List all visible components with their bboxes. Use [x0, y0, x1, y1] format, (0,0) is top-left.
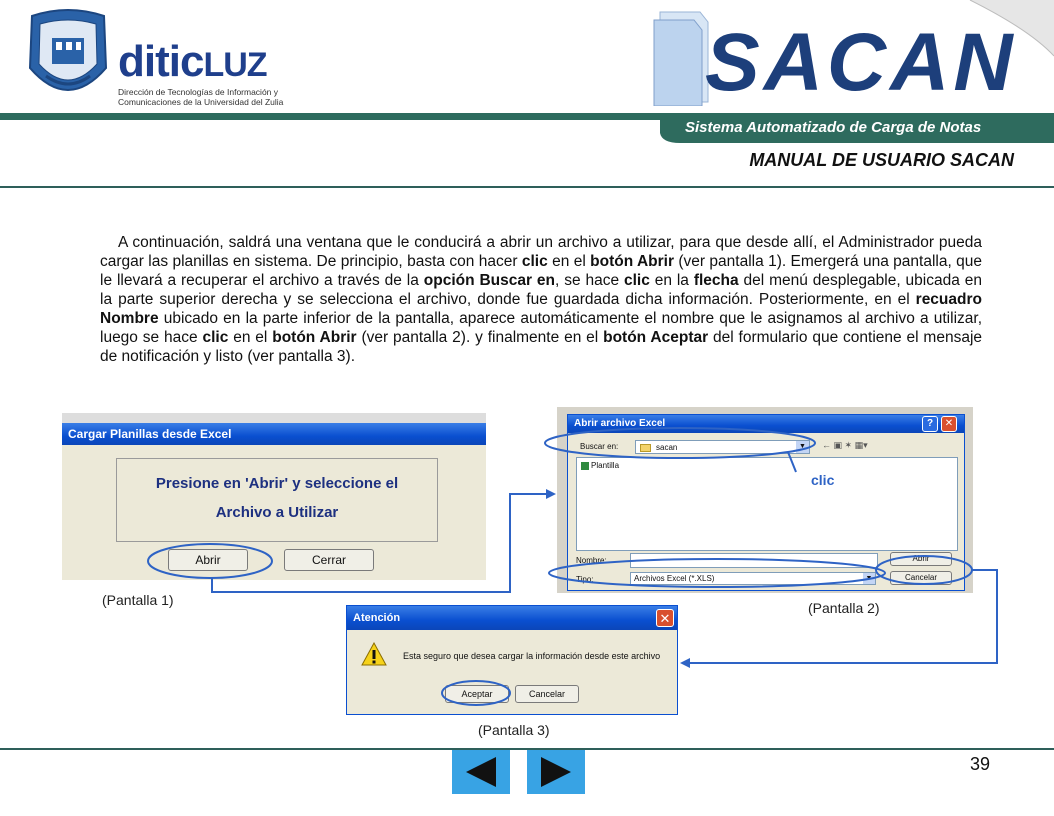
help-icon[interactable]: ? [922, 416, 938, 432]
ditic-logo-accent: LUZ [203, 46, 267, 84]
screen2-dialog [557, 407, 973, 593]
page-curl-decoration [960, 0, 1054, 60]
arrow-head-1 [546, 489, 556, 499]
screen2-open-button[interactable]: Abrir [890, 552, 952, 566]
screen2-type-label: Tipo: [576, 575, 594, 584]
screen2-type-value: Archivos Excel (*.XLS) [634, 574, 715, 583]
clic-annotation: clic [811, 472, 835, 488]
page-number: 39 [969, 754, 990, 774]
previous-page-button[interactable] [452, 750, 510, 794]
screen2-caption: (Pantalla 2) [808, 600, 880, 616]
screen3-titlebar: Atención [347, 606, 677, 630]
arrow-right-icon [527, 750, 585, 794]
screen1-message-box [116, 458, 438, 542]
screen1-dialog [62, 413, 486, 580]
screen3-message: Esta seguro que desea cargar la información desde este archivo [403, 651, 661, 661]
screen1-open-button[interactable]: Abrir [168, 549, 248, 571]
excel-file-icon [581, 462, 589, 470]
screen2-name-label: Nombre: [576, 556, 607, 565]
screen1-message-line2: Archivo a Utilizar [215, 504, 339, 521]
ditic-luz-logo [118, 37, 318, 107]
manual-title: MANUAL DE USUARIO SACAN [749, 150, 1014, 170]
chevron-down-icon[interactable]: ▼ [796, 441, 809, 453]
toolbar-icons[interactable] [822, 440, 868, 451]
back-icon[interactable]: ← [822, 440, 831, 450]
screen3-cancel-button[interactable]: Cancelar [515, 685, 579, 703]
screen2-file-list[interactable] [576, 457, 958, 551]
warning-icon [361, 642, 387, 666]
screen3-dialog [346, 605, 678, 715]
screen2-cancel-button[interactable]: Cancelar [890, 571, 952, 585]
screen1-close-button[interactable]: Cerrar [284, 549, 374, 571]
close-icon[interactable]: ✕ [941, 416, 957, 432]
ditic-logo-main: ditic [118, 37, 204, 86]
folder-icon [640, 444, 651, 452]
screen1-message-line1: Presione en 'Abrir' y seleccione el [155, 475, 399, 492]
ditic-subtitle: Dirección de Tecnologías de Información y Comunicaciones de la Universidad del Zulia [118, 87, 284, 107]
next-page-button[interactable] [527, 750, 585, 794]
sacan-subtitle: Sistema Automatizado de Carga de Notas [685, 119, 982, 136]
screen2-titlebar: Abrir archivo Excel [568, 415, 964, 433]
screen2-lookin-label: Buscar en: [580, 442, 619, 451]
view-menu-icon[interactable]: ▦▾ [854, 440, 868, 450]
screen3-caption: (Pantalla 3) [478, 722, 550, 738]
arrow-left-icon [452, 750, 510, 794]
header-divider [0, 186, 1054, 188]
up-folder-icon[interactable]: ▣ [833, 440, 843, 450]
screen3-ok-button[interactable]: Aceptar [445, 685, 509, 703]
close-icon[interactable]: ✕ [656, 609, 674, 627]
screen2-file-item[interactable]: Plantilla [581, 461, 619, 470]
screen2-lookin-value: sacan [656, 443, 678, 452]
instructions-paragraph: A continuación, saldrá una ventana que le conducirá a abrir un archivo a utilizar, para que desde allí, el Administrador pueda cargar las planillas en sistema. De principio, basta con hacer clic en el botón Abrir (ver pantalla 1). Emergerá una pantalla, que le llevará a recuperar el archivo a través de la opción Buscar en, se hace clic en la flecha del menú desplegable, ubicada en la parte superior derecha y se selecciona el archivo, donde fue guardada dicha información. Posteriormente, en el recuadro Nombre ubicado en la parte inferior de la pantalla, aparece automáticamente el nombre que le asignamos al archivo a utilizar, luego se hace clic en el botón Abrir (ver pantalla 2). y finalmente en el botón Aceptar del formulario que contiene el mensaje de notificación y listo (ver pantalla 3). [100, 234, 983, 365]
chevron-down-icon[interactable]: ▼ [863, 573, 875, 584]
new-folder-icon[interactable]: ✶ [844, 440, 853, 450]
arrow-head-2 [680, 658, 690, 668]
screen1-caption: (Pantalla 1) [102, 592, 174, 608]
screen1-titlebar: Cargar Planillas desde Excel [62, 423, 486, 445]
screen2-lookin-select[interactable] [635, 440, 810, 454]
sacan-logo: SACAN [705, 17, 1017, 108]
university-seal-logo [26, 8, 110, 108]
screen2-name-input[interactable] [630, 553, 878, 568]
screen2-type-select[interactable] [630, 572, 876, 585]
